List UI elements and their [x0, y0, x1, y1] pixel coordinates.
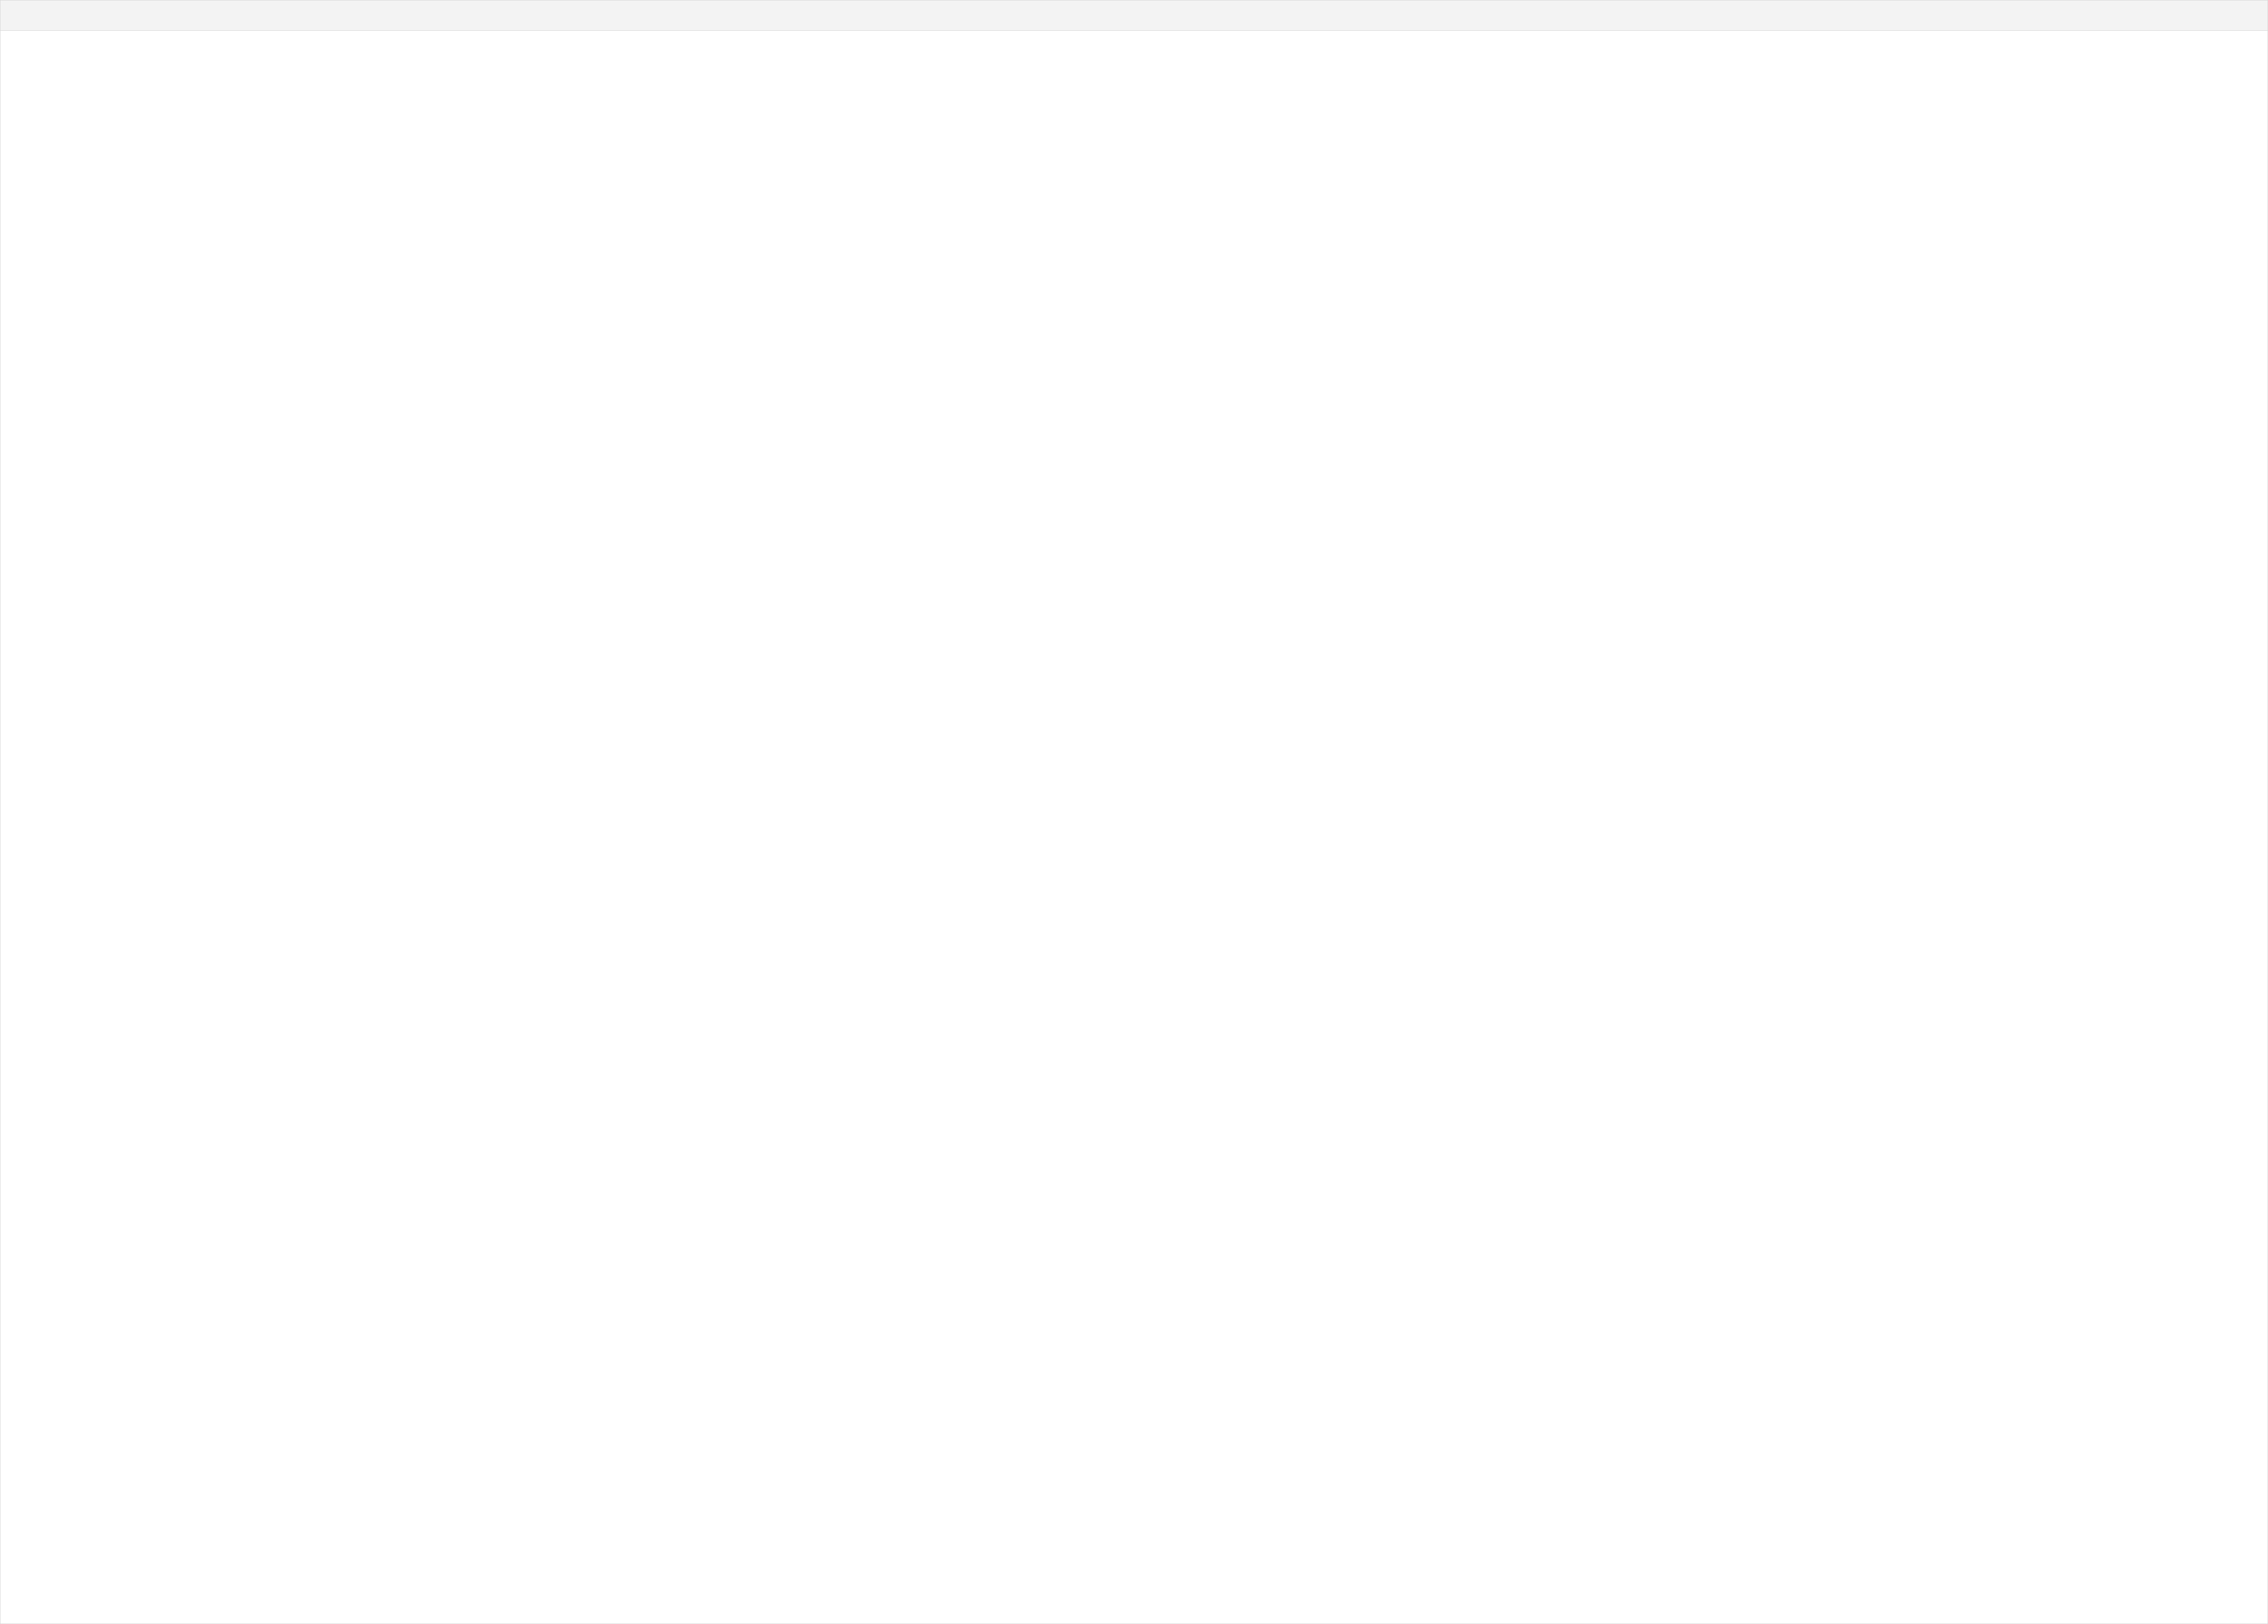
window-title	[0, 0, 2268, 31]
content-area	[0, 31, 2268, 1624]
